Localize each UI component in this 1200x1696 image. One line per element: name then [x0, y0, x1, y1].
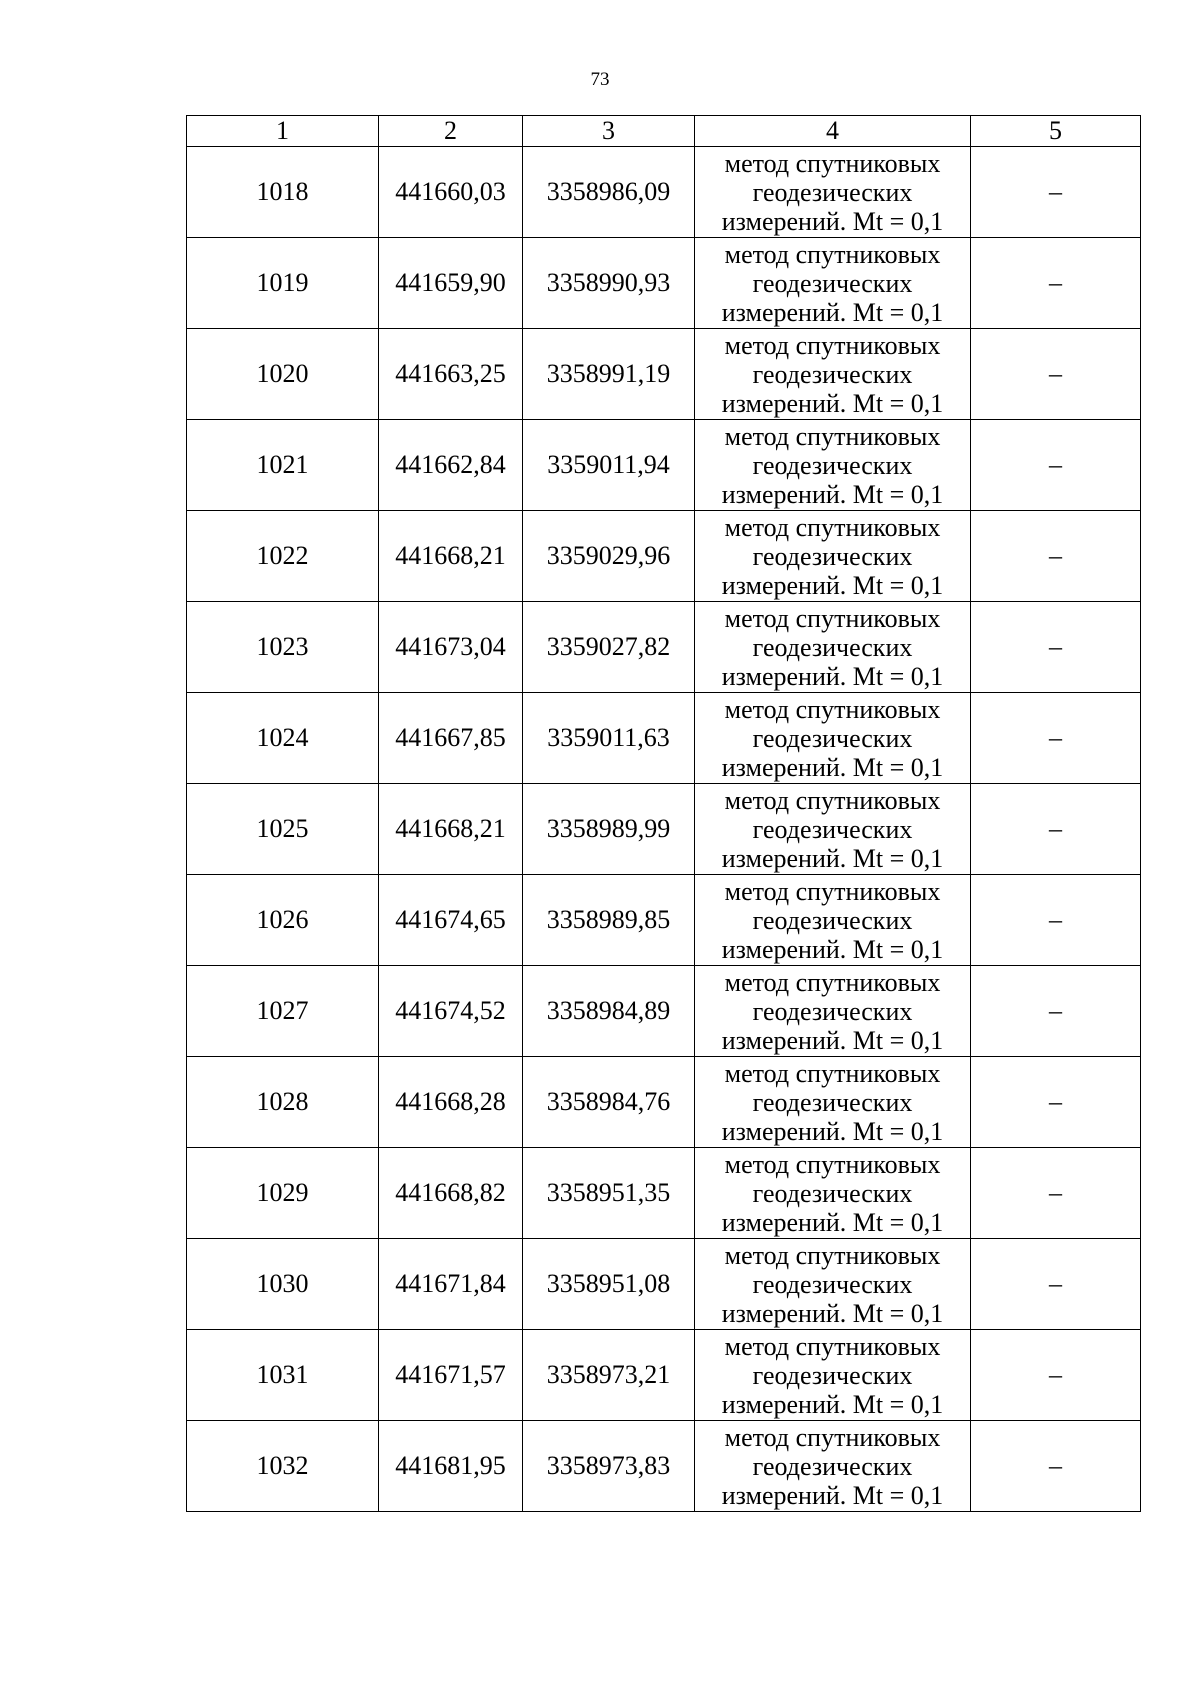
note-cell: –: [971, 966, 1141, 1057]
x-coordinate-cell: 441668,82: [379, 1148, 523, 1239]
method-cell: метод спутниковых геодезических измерений. Mt = 0,1: [695, 693, 971, 784]
point-number-cell: 1031: [187, 1330, 379, 1421]
y-coordinate-cell: 3359027,82: [523, 602, 695, 693]
table-row: [187, 420, 1141, 511]
y-coordinate-cell: 3359011,63: [523, 693, 695, 784]
method-cell: метод спутниковых геодезических измерений. Mt = 0,1: [695, 511, 971, 602]
method-cell: метод спутниковых геодезических измерений. Mt = 0,1: [695, 420, 971, 511]
point-number-cell: 1032: [187, 1421, 379, 1512]
x-coordinate-cell: 441673,04: [379, 602, 523, 693]
table-body: [187, 147, 1141, 1512]
x-coordinate-cell: 441674,65: [379, 875, 523, 966]
x-coordinate-cell: 441671,84: [379, 1239, 523, 1330]
table-row: [187, 966, 1141, 1057]
method-cell: метод спутниковых геодезических измерений. Mt = 0,1: [695, 875, 971, 966]
table-row: [187, 693, 1141, 784]
x-coordinate-cell: 441663,25: [379, 329, 523, 420]
table-row: [187, 511, 1141, 602]
x-coordinate-cell: 441667,85: [379, 693, 523, 784]
note-cell: –: [971, 784, 1141, 875]
table-row: [187, 238, 1141, 329]
y-coordinate-cell: 3359029,96: [523, 511, 695, 602]
point-number-cell: 1022: [187, 511, 379, 602]
y-coordinate-cell: 3358989,99: [523, 784, 695, 875]
note-cell: –: [971, 875, 1141, 966]
point-number-cell: 1021: [187, 420, 379, 511]
note-cell: –: [971, 1057, 1141, 1148]
method-cell: метод спутниковых геодезических измерений. Mt = 0,1: [695, 1421, 971, 1512]
point-number-cell: 1024: [187, 693, 379, 784]
y-coordinate-cell: 3358973,83: [523, 1421, 695, 1512]
y-coordinate-cell: 3358973,21: [523, 1330, 695, 1421]
y-coordinate-cell: 3358951,08: [523, 1239, 695, 1330]
method-cell: метод спутниковых геодезических измерений. Mt = 0,1: [695, 1239, 971, 1330]
table-row: [187, 1239, 1141, 1330]
table-row: [187, 1148, 1141, 1239]
note-cell: –: [971, 420, 1141, 511]
method-cell: метод спутниковых геодезических измерений. Mt = 0,1: [695, 147, 971, 238]
header-row: [187, 116, 1141, 147]
x-coordinate-cell: 441660,03: [379, 147, 523, 238]
method-cell: метод спутниковых геодезических измерений. Mt = 0,1: [695, 1148, 971, 1239]
note-cell: –: [971, 693, 1141, 784]
note-cell: –: [971, 1148, 1141, 1239]
note-cell: –: [971, 602, 1141, 693]
table-header: [187, 116, 1141, 147]
point-number-cell: 1030: [187, 1239, 379, 1330]
method-cell: метод спутниковых геодезических измерений. Mt = 0,1: [695, 1330, 971, 1421]
point-number-cell: 1020: [187, 329, 379, 420]
method-cell: метод спутниковых геодезических измерений. Mt = 0,1: [695, 602, 971, 693]
x-coordinate-cell: 441681,95: [379, 1421, 523, 1512]
method-cell: метод спутниковых геодезических измерений. Mt = 0,1: [695, 329, 971, 420]
column-header-1: 1: [187, 116, 379, 147]
y-coordinate-cell: 3358991,19: [523, 329, 695, 420]
page-number: 73: [590, 69, 610, 90]
x-coordinate-cell: 441662,84: [379, 420, 523, 511]
y-coordinate-cell: 3358984,76: [523, 1057, 695, 1148]
method-cell: метод спутниковых геодезических измерений. Mt = 0,1: [695, 784, 971, 875]
note-cell: –: [971, 1239, 1141, 1330]
x-coordinate-cell: 441668,21: [379, 511, 523, 602]
y-coordinate-cell: 3358984,89: [523, 966, 695, 1057]
column-header-4: 4: [695, 116, 971, 147]
table-row: [187, 1057, 1141, 1148]
table-row: [187, 1330, 1141, 1421]
table-row: [187, 147, 1141, 238]
point-number-cell: 1018: [187, 147, 379, 238]
x-coordinate-cell: 441674,52: [379, 966, 523, 1057]
note-cell: –: [971, 511, 1141, 602]
table-row: [187, 602, 1141, 693]
point-number-cell: 1023: [187, 602, 379, 693]
method-cell: метод спутниковых геодезических измерений. Mt = 0,1: [695, 966, 971, 1057]
table-row: [187, 329, 1141, 420]
point-number-cell: 1019: [187, 238, 379, 329]
coordinates-table: [186, 115, 1141, 1512]
point-number-cell: 1028: [187, 1057, 379, 1148]
point-number-cell: 1027: [187, 966, 379, 1057]
y-coordinate-cell: 3359011,94: [523, 420, 695, 511]
note-cell: –: [971, 1330, 1141, 1421]
x-coordinate-cell: 441668,21: [379, 784, 523, 875]
column-header-2: 2: [379, 116, 523, 147]
column-header-5: 5: [971, 116, 1141, 147]
note-cell: –: [971, 238, 1141, 329]
x-coordinate-cell: 441668,28: [379, 1057, 523, 1148]
column-header-3: 3: [523, 116, 695, 147]
x-coordinate-cell: 441659,90: [379, 238, 523, 329]
table-row: [187, 1421, 1141, 1512]
method-cell: метод спутниковых геодезических измерений. Mt = 0,1: [695, 238, 971, 329]
note-cell: –: [971, 147, 1141, 238]
x-coordinate-cell: 441671,57: [379, 1330, 523, 1421]
point-number-cell: 1026: [187, 875, 379, 966]
note-cell: –: [971, 1421, 1141, 1512]
point-number-cell: 1029: [187, 1148, 379, 1239]
y-coordinate-cell: 3358986,09: [523, 147, 695, 238]
method-cell: метод спутниковых геодезических измерений. Mt = 0,1: [695, 1057, 971, 1148]
table-row: [187, 784, 1141, 875]
table-row: [187, 875, 1141, 966]
note-cell: –: [971, 329, 1141, 420]
y-coordinate-cell: 3358990,93: [523, 238, 695, 329]
y-coordinate-cell: 3358951,35: [523, 1148, 695, 1239]
point-number-cell: 1025: [187, 784, 379, 875]
y-coordinate-cell: 3358989,85: [523, 875, 695, 966]
